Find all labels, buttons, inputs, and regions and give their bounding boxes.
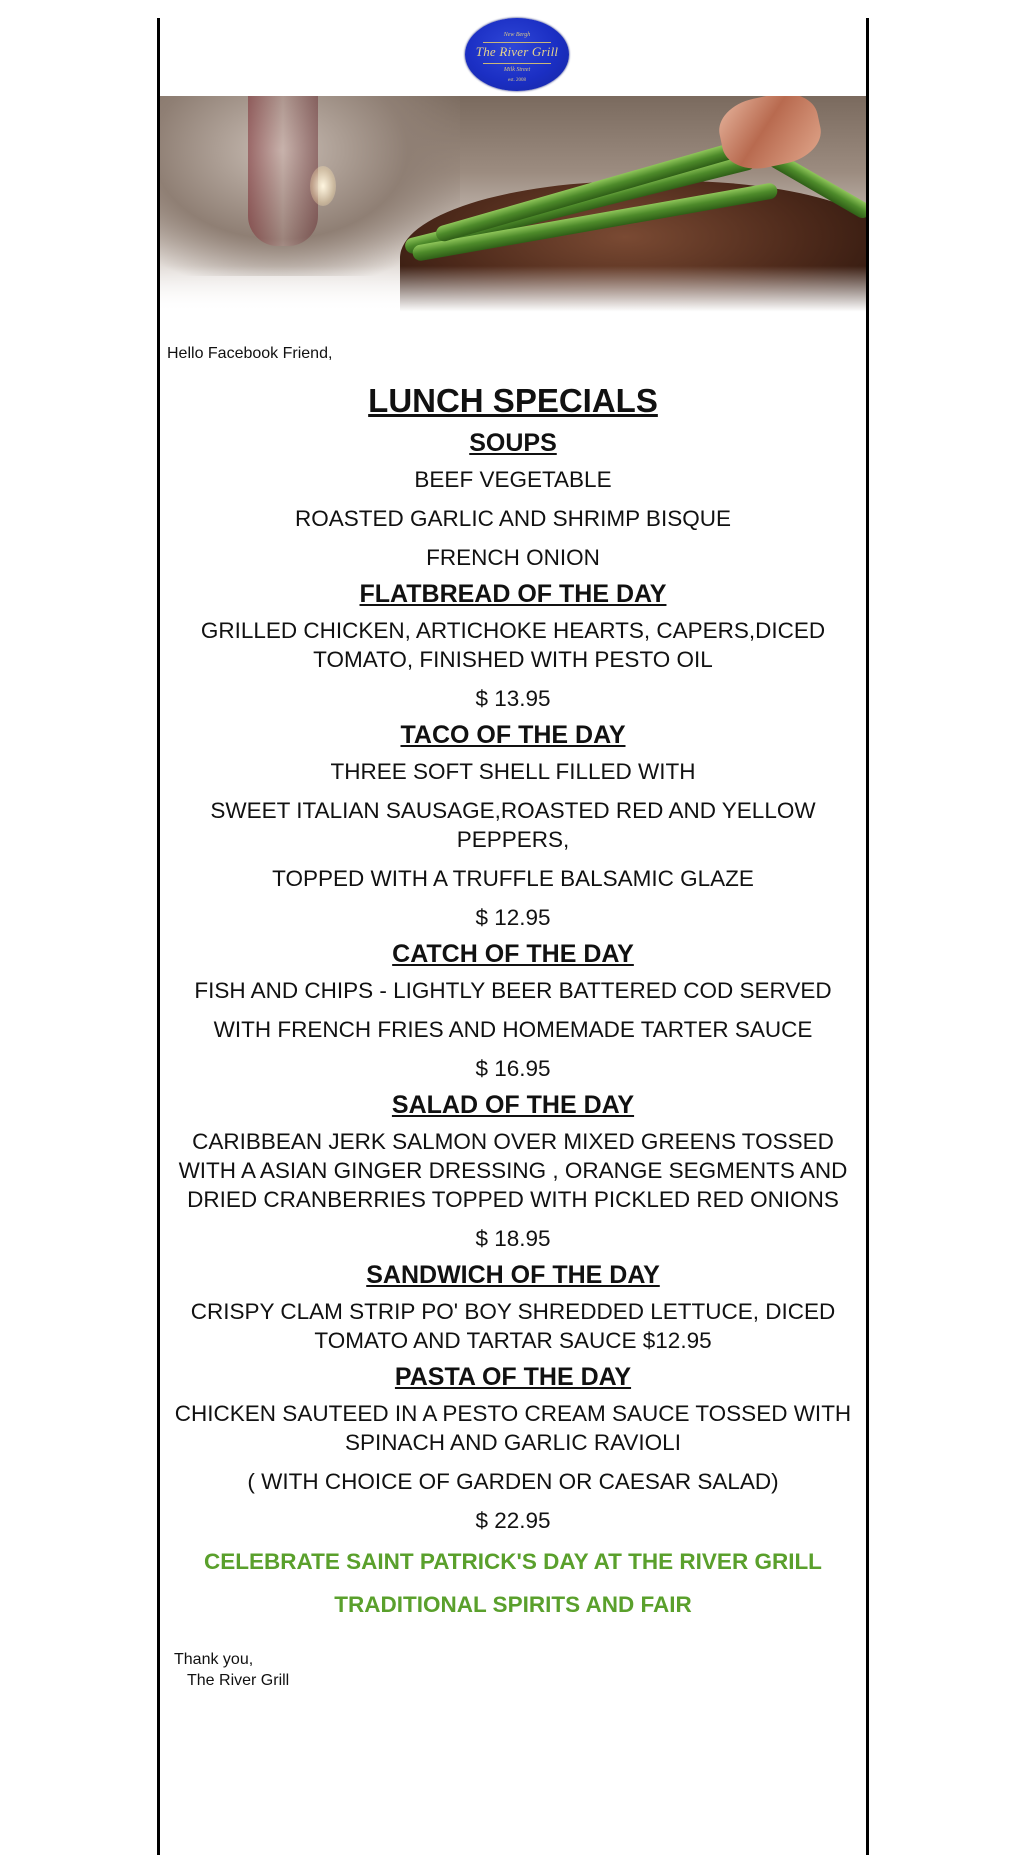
section-heading-catch: CATCH OF THE DAY — [392, 940, 634, 968]
menu-line: FISH AND CHIPS - LIGHTLY BEER BATTERED COD SERVED — [194, 978, 832, 1003]
menu-line: GRILLED CHICKEN, ARTICHOKE HEARTS, CAPERS,DICED TOMATO, FINISHED WITH PESTO OIL — [200, 618, 826, 672]
price: $ 22.95 — [475, 1508, 551, 1533]
price: $ 16.95 — [475, 1056, 551, 1081]
promo-line-2: TRADITIONAL SPIRITS AND FAIR — [334, 1592, 692, 1617]
menu-line: CRISPY CLAM STRIP PO' BOY SHREDDED LETTUCE, DICED TOMATO AND TARTAR SAUCE $12.95 — [190, 1299, 836, 1353]
email-content — [160, 344, 866, 1691]
section-heading-sandwich: SANDWICH OF THE DAY — [366, 1261, 660, 1289]
logo-top-text: New Bergh — [503, 32, 531, 38]
page-title: LUNCH SPECIALS — [368, 382, 658, 419]
menu-line: WITH FRENCH FRIES AND HOMEMADE TARTER SAUCE — [213, 1017, 813, 1042]
price: $ 13.95 — [475, 686, 551, 711]
signoff-thanks: Thank you, — [174, 1651, 254, 1668]
candle-glow-shape — [310, 166, 336, 206]
menu-line: CHICKEN SAUTEED IN A PESTO CREAM SAUCE TOSSED WITH SPINACH AND GARLIC RAVIOLI — [174, 1401, 852, 1455]
logo-rule-top — [483, 42, 551, 43]
menu-line: CARIBBEAN JERK SALMON OVER MIXED GREENS TOSSED WITH A ASIAN GINGER DRESSING , ORANGE SEGMENTS AND DRIED CRANBERRIES TOPPED WITH PICKLED RED ONIONS — [178, 1129, 848, 1212]
signoff — [174, 1649, 866, 1691]
logo-header — [160, 18, 866, 96]
logo-bottom-text: Milk Street — [503, 67, 531, 73]
hero-food-image — [160, 96, 866, 314]
menu-line: TOPPED WITH A TRUFFLE BALSAMIC GLAZE — [272, 866, 754, 891]
menu-line: BEEF VEGETABLE — [414, 467, 612, 492]
menu-line: THREE SOFT SHELL FILLED WITH — [330, 759, 696, 784]
section-heading-soups: SOUPS — [469, 429, 557, 457]
menu-line: ROASTED GARLIC AND SHRIMP BISQUE — [295, 506, 731, 531]
menu-line: ( WITH CHOICE OF GARDEN OR CAESAR SALAD) — [247, 1469, 779, 1494]
logo-est-text: est. 2008 — [507, 78, 527, 83]
section-heading-pasta: PASTA OF THE DAY — [394, 1363, 632, 1391]
email-body — [157, 18, 869, 1855]
hero-fade — [160, 266, 866, 314]
price: $ 12.95 — [475, 905, 551, 930]
signoff-signature: The River Grill — [187, 1672, 290, 1689]
menu-line: SWEET ITALIAN SAUSAGE,ROASTED RED AND YELLOW PEPPERS, — [210, 798, 816, 852]
price: $ 18.95 — [475, 1226, 551, 1251]
river-grill-logo[interactable] — [465, 18, 569, 91]
logo-rule-bottom — [483, 63, 551, 64]
greeting: Hello Facebook Friend, — [167, 345, 333, 362]
section-heading-flatbread: FLATBREAD OF THE DAY — [359, 580, 667, 608]
logo-name: The River Grill — [475, 44, 559, 59]
menu-line: FRENCH ONION — [426, 545, 600, 570]
section-heading-taco: TACO OF THE DAY — [400, 721, 626, 749]
section-heading-salad: SALAD OF THE DAY — [391, 1091, 635, 1119]
wine-glass-shape — [248, 96, 318, 246]
promo-line-1: CELEBRATE SAINT PATRICK'S DAY AT THE RIVER GRILL — [204, 1549, 822, 1574]
